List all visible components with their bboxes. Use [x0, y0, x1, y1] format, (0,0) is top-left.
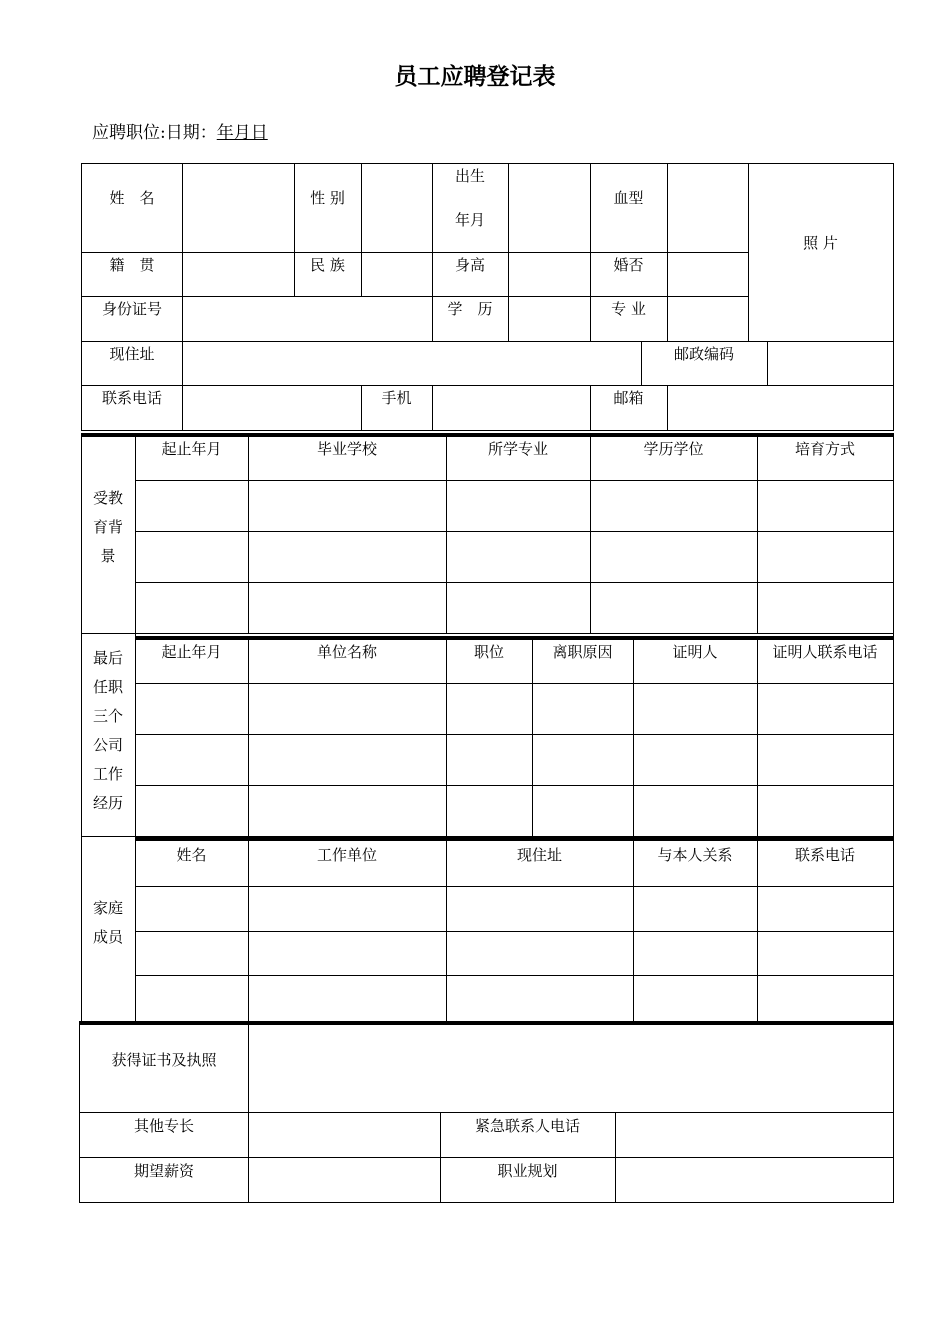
major-field[interactable] — [668, 297, 748, 341]
blood-field[interactable] — [668, 164, 748, 252]
name-label: 姓 名 — [109, 189, 155, 207]
education-cell[interactable] — [591, 481, 757, 531]
grid-line-h — [79, 1202, 894, 1203]
family-cell[interactable] — [758, 932, 893, 975]
photo-label: 照 片 — [803, 234, 838, 252]
family-cell[interactable] — [634, 976, 757, 1020]
skills-label: 其他专长 — [133, 1117, 194, 1135]
position-date-line — [92, 118, 268, 143]
certs-field[interactable] — [249, 1022, 893, 1112]
education-cell[interactable] — [591, 532, 757, 582]
photo-area[interactable] — [749, 164, 893, 341]
family-cell[interactable] — [447, 976, 633, 1020]
family-cell[interactable] — [758, 887, 893, 931]
grid-line-h — [81, 633, 894, 634]
height-field[interactable] — [509, 253, 590, 296]
ethnic-label: 民 族 — [310, 256, 345, 274]
edu-header-major: 所学专业 — [487, 440, 548, 458]
work-cell[interactable] — [447, 735, 532, 785]
work-side-label: 最后 任职 三个 公司 工作 经历 — [92, 649, 123, 812]
grid-line-h — [81, 430, 894, 431]
edu-header-degree: 学历学位 — [643, 440, 704, 458]
work-cell[interactable] — [447, 684, 532, 734]
family-header-address: 现住址 — [516, 846, 562, 864]
date-value: 年月日 — [216, 123, 268, 143]
edu-header-mode: 培育方式 — [794, 440, 855, 458]
emergency-label: 紧急联系人电话 — [474, 1117, 580, 1135]
name-field[interactable] — [183, 164, 294, 252]
education-label: 学 历 — [447, 300, 493, 318]
education-cell[interactable] — [136, 532, 248, 582]
work-header-referee-phone: 证明人联系电话 — [772, 643, 878, 661]
work-cell[interactable] — [136, 735, 248, 785]
phone-field[interactable] — [183, 386, 361, 430]
education-cell[interactable] — [758, 481, 893, 531]
work-cell[interactable] — [249, 735, 446, 785]
blood-label: 血型 — [613, 189, 644, 207]
education-side-label: 受教 育背 景 — [92, 489, 123, 565]
work-cell[interactable] — [249, 786, 446, 836]
address-label: 现住址 — [109, 345, 155, 363]
major-label: 专 业 — [611, 300, 646, 318]
work-header-referee: 证明人 — [672, 643, 718, 661]
postcode-field[interactable] — [768, 342, 893, 385]
mobile-field[interactable] — [433, 386, 590, 430]
education-cell[interactable] — [136, 583, 248, 633]
postcode-label: 邮政编码 — [673, 345, 734, 363]
family-cell[interactable] — [136, 932, 248, 975]
email-field[interactable] — [668, 386, 893, 430]
education-cell[interactable] — [447, 481, 590, 531]
gender-label: 性 别 — [310, 189, 345, 207]
education-field[interactable] — [509, 297, 590, 341]
work-cell[interactable] — [136, 786, 248, 836]
family-cell[interactable] — [249, 932, 446, 975]
work-cell[interactable] — [758, 735, 893, 785]
birth-field[interactable] — [509, 164, 590, 252]
height-label: 身高 — [454, 256, 485, 274]
birth-label-1: 出生 — [454, 167, 485, 185]
work-cell[interactable] — [249, 684, 446, 734]
education-cell[interactable] — [758, 583, 893, 633]
work-cell[interactable] — [634, 786, 757, 836]
education-cell[interactable] — [249, 532, 446, 582]
marital-label: 婚否 — [613, 256, 644, 274]
grid-line-v — [893, 433, 894, 1021]
grid-line-v — [893, 1021, 894, 1203]
grid-line-v — [893, 163, 894, 431]
education-cell[interactable] — [758, 532, 893, 582]
family-cell[interactable] — [136, 976, 248, 1020]
marital-field[interactable] — [668, 253, 748, 296]
certs-label: 获得证书及执照 — [111, 1051, 217, 1069]
work-cell[interactable] — [533, 735, 633, 785]
emergency-field[interactable] — [616, 1113, 893, 1157]
family-cell[interactable] — [447, 887, 633, 931]
page-title: 员工应聘登记表 — [394, 63, 556, 90]
address-field[interactable] — [183, 342, 641, 385]
edu-header-period: 起止年月 — [161, 440, 222, 458]
id-number-field[interactable] — [183, 297, 432, 341]
work-cell[interactable] — [758, 786, 893, 836]
mobile-label: 手机 — [381, 389, 412, 407]
salary-label: 期望薪资 — [133, 1162, 194, 1180]
work-cell[interactable] — [533, 684, 633, 734]
family-header-phone: 联系电话 — [794, 846, 855, 864]
education-cell[interactable] — [136, 481, 248, 531]
career-field[interactable] — [616, 1158, 893, 1202]
family-cell[interactable] — [634, 887, 757, 931]
family-header-name: 姓名 — [176, 846, 207, 864]
skills-field[interactable] — [249, 1113, 440, 1157]
work-header-company: 单位名称 — [316, 643, 377, 661]
work-cell[interactable] — [634, 684, 757, 734]
id-number-label: 身份证号 — [101, 300, 162, 318]
education-cell[interactable] — [447, 532, 590, 582]
salary-field[interactable] — [249, 1158, 440, 1202]
family-cell[interactable] — [758, 976, 893, 1020]
education-cell[interactable] — [249, 583, 446, 633]
family-side-label: 家庭 成员 — [92, 899, 123, 946]
phone-label: 联系电话 — [101, 389, 162, 407]
edu-header-school: 毕业学校 — [316, 440, 377, 458]
work-cell[interactable] — [634, 735, 757, 785]
education-cell[interactable] — [447, 583, 590, 633]
work-cell[interactable] — [136, 684, 248, 734]
family-cell[interactable] — [249, 976, 446, 1020]
birth-label-2: 年月 — [454, 211, 485, 229]
family-cell[interactable] — [634, 932, 757, 975]
native-field[interactable] — [183, 253, 294, 296]
work-header-reason: 离职原因 — [552, 643, 613, 661]
work-cell[interactable] — [758, 684, 893, 734]
gender-field[interactable] — [362, 164, 432, 252]
family-cell[interactable] — [249, 887, 446, 931]
email-label: 邮箱 — [613, 389, 644, 407]
family-cell[interactable] — [136, 887, 248, 931]
career-label: 职业规划 — [497, 1162, 558, 1180]
family-header-relation: 与本人关系 — [657, 846, 733, 864]
family-cell[interactable] — [447, 932, 633, 975]
education-cell[interactable] — [249, 481, 446, 531]
work-header-period: 起止年月 — [161, 643, 222, 661]
grid-line-h — [81, 433, 894, 437]
grid-line-v — [294, 163, 295, 297]
family-header-employer: 工作单位 — [316, 846, 377, 864]
native-label: 籍 贯 — [109, 256, 155, 274]
work-cell[interactable] — [533, 786, 633, 836]
position-date-label: 应聘职位:日期： — [92, 123, 217, 143]
work-cell[interactable] — [447, 786, 532, 836]
ethnic-field[interactable] — [362, 253, 432, 296]
education-cell[interactable] — [591, 583, 757, 633]
work-header-position: 职位 — [473, 643, 504, 661]
